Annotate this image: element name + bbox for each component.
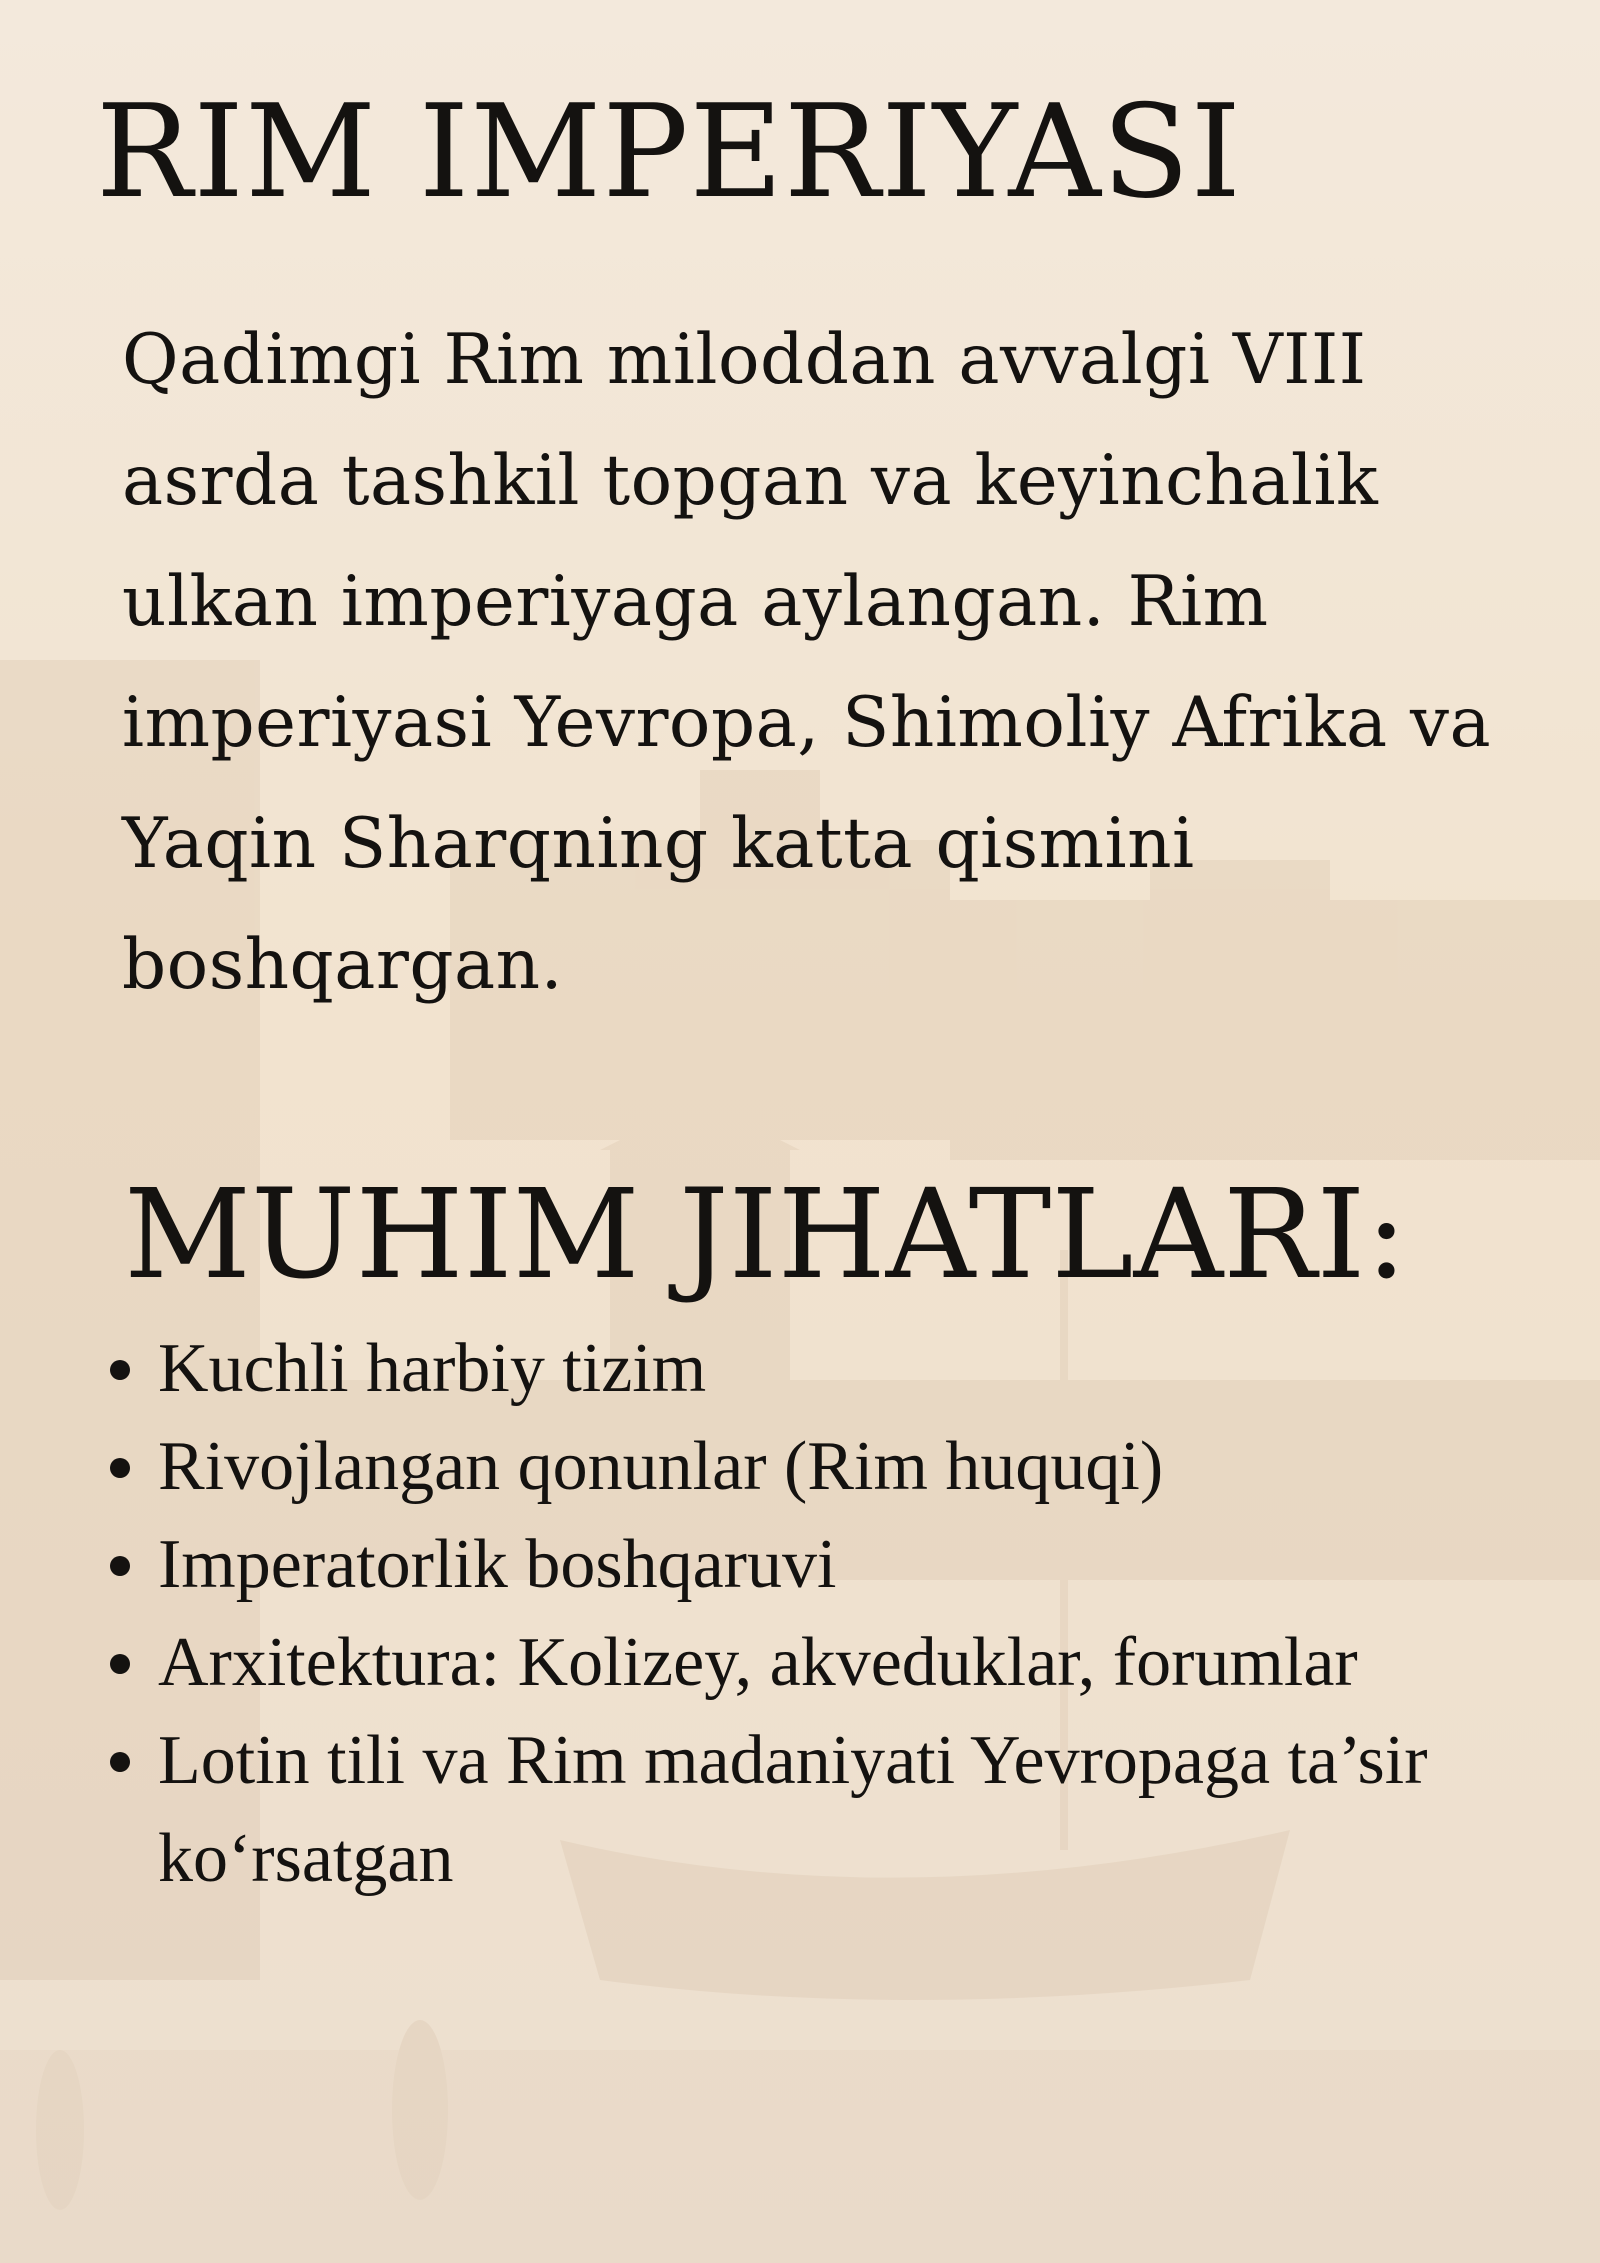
features-list [96, 1320, 1596, 1908]
bullet-icon [110, 1654, 130, 1674]
list-item [96, 1516, 1596, 1614]
list-item-text: Lotin tili va Rim madaniyati Yevropaga ta’sir ko‘rsatgan [158, 1722, 1428, 1897]
bullet-icon [110, 1556, 130, 1576]
page-title: RIM IMPERIYASI [96, 78, 1243, 227]
list-item [96, 1712, 1596, 1908]
list-item-text: Rivojlangan qonunlar (Rim huquqi) [158, 1428, 1164, 1505]
list-item-text: Kuchli harbiy tizim [158, 1330, 707, 1407]
bullet-icon [110, 1360, 130, 1380]
bullet-icon [110, 1458, 130, 1478]
list-item [96, 1320, 1596, 1418]
list-item [96, 1418, 1596, 1516]
list-item-text: Arxitektura: Kolizey, akveduklar, forumlar [158, 1624, 1358, 1701]
list-item [96, 1614, 1596, 1712]
bullet-icon [110, 1752, 130, 1772]
list-item-text: Imperatorlik boshqaruvi [158, 1526, 837, 1603]
section-heading: MUHIM JIHATLARI: [124, 1163, 1408, 1307]
intro-paragraph: Qadimgi Rim miloddan avvalgi VIII asrda tashkil topgan va keyinchalik ulkan imperiyaga aylangan. Rim imperiyasi Yevropa, Shimoliy Afrika va Yaqin Sharqning katta qismini boshqargan. [122, 320, 1492, 1005]
